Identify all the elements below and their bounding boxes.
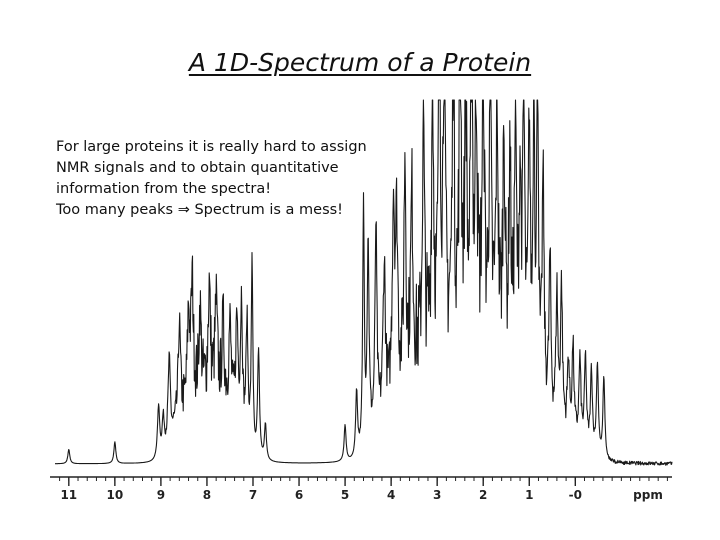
tick-label: 1 xyxy=(525,488,534,502)
tick-label: 9 xyxy=(156,488,166,502)
x-axis-label: ppm xyxy=(633,488,663,502)
tick-label: 5 xyxy=(340,488,350,502)
spectrum-trace xyxy=(55,100,672,465)
tick-label: 10 xyxy=(106,488,124,502)
tick-label: 6 xyxy=(294,488,304,502)
note-line-2: NMR signals and to obtain quantitative xyxy=(56,160,339,176)
note-line-1: For large proteins it is really hard to assign xyxy=(56,139,367,155)
note-line-3: information from the spectra! xyxy=(56,181,272,197)
tick-label: 7 xyxy=(248,488,258,502)
tick-label: 4 xyxy=(386,488,396,502)
tick-label: 2 xyxy=(479,488,488,502)
tick-label: -0 xyxy=(568,488,582,502)
x-axis-ticks xyxy=(60,477,668,502)
note-line-4: Too many peaks ⇒ Spectrum is a mess! xyxy=(56,202,343,218)
slide-title: A 1D-Spectrum of a Protein xyxy=(188,48,532,77)
tick-label: 3 xyxy=(432,488,442,502)
tick-label: 11 xyxy=(60,488,78,502)
tick-label: 8 xyxy=(202,488,212,502)
